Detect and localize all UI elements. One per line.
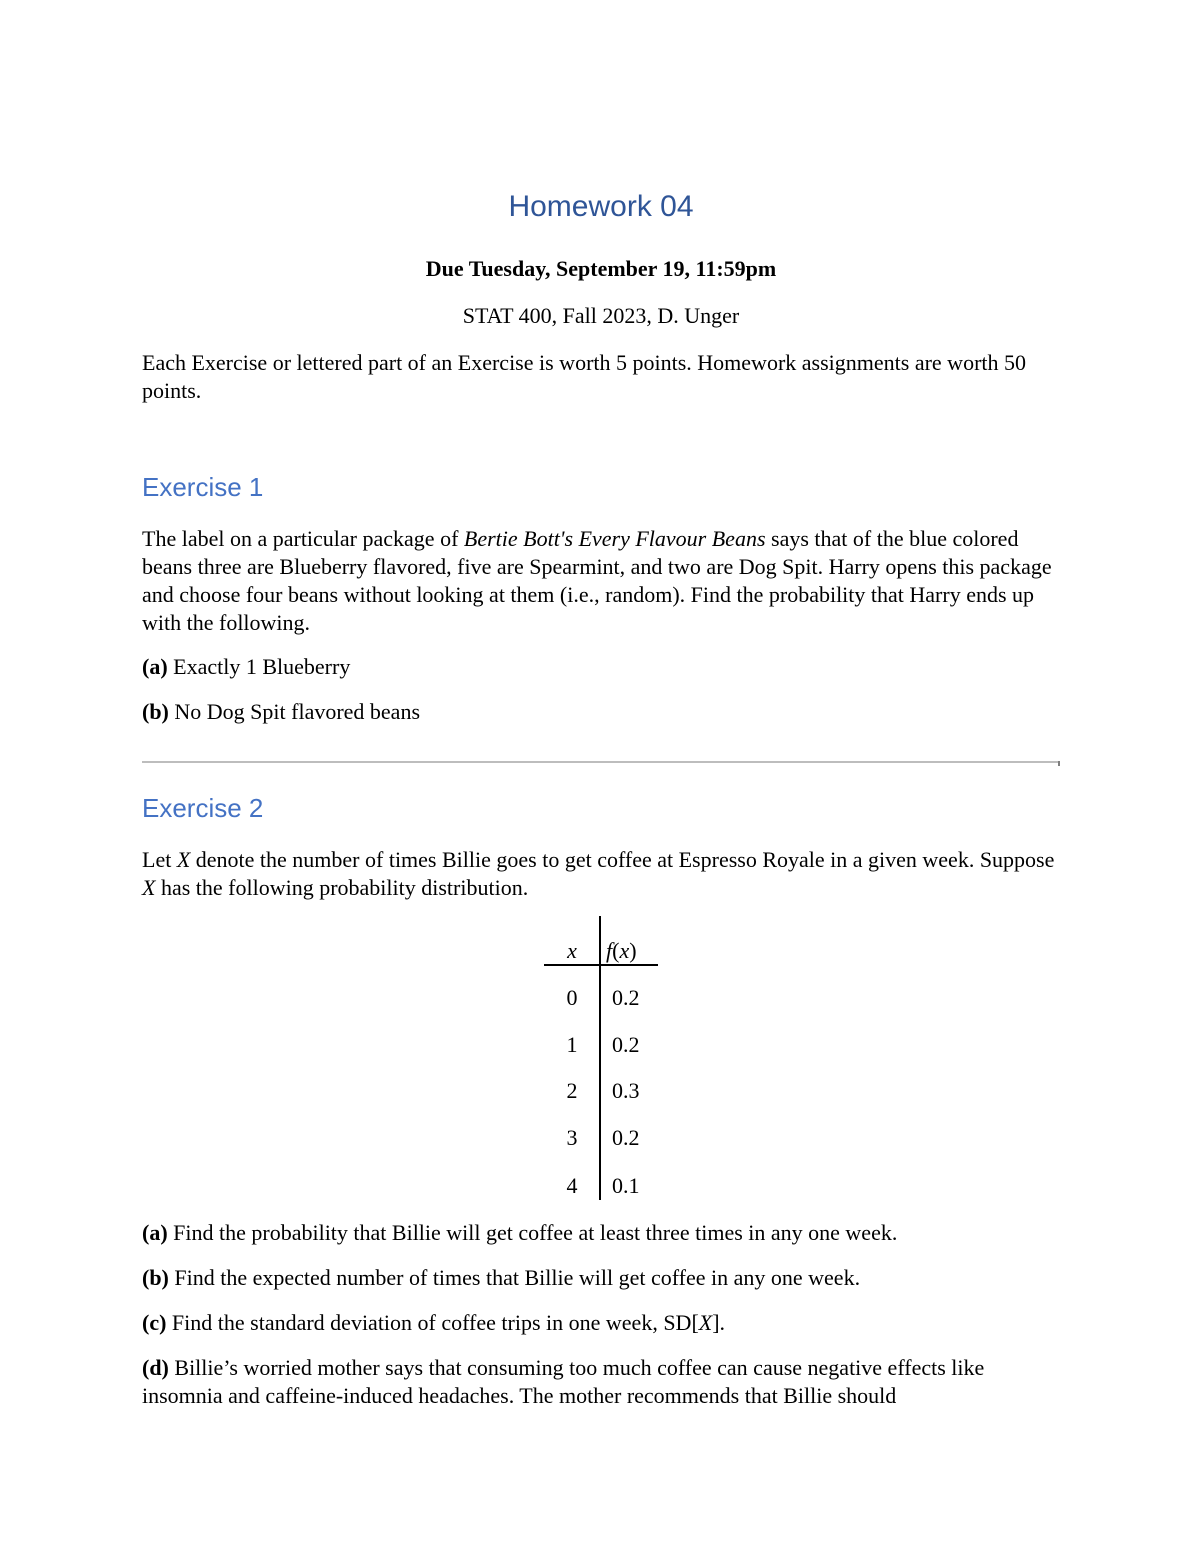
course-info: STAT 400, Fall 2023, D. Unger xyxy=(462,303,740,328)
exercise-1-part-a xyxy=(142,653,1060,681)
part-label: (b) xyxy=(142,1265,169,1290)
page-title: Homework 04 xyxy=(508,190,694,223)
table-header-x: x xyxy=(567,938,577,963)
fx-var: x xyxy=(619,938,630,963)
exercise-2-part-c xyxy=(142,1309,1060,1337)
table-fx-value: 0.3 xyxy=(612,1078,640,1103)
exercise-2-heading: Exercise 2 xyxy=(142,793,264,823)
table-fx-value: 0.2 xyxy=(612,985,640,1010)
part-text: ]. xyxy=(712,1310,726,1335)
fx-paren: ( xyxy=(612,938,620,963)
exercise-1-text-before: The label on a particular package of xyxy=(142,526,464,551)
part-label: (d) xyxy=(142,1355,169,1380)
variable-x: X xyxy=(142,875,156,900)
part-text: Exactly 1 Blueberry xyxy=(167,654,351,679)
part-text: Find the probability that Billie will get coffee at least three times in any one week. xyxy=(167,1220,898,1245)
fx-f: f xyxy=(606,938,613,963)
exercise-2-part-a xyxy=(142,1219,1060,1247)
table-x-value: 2 xyxy=(566,1078,578,1103)
exercise-1-text-after: says that of the blue colored beans three are Blueberry flavored, five are Spearmint, and two are Dog Spit. Harry opens this package and choose four beans without looking at them (i.e., random). Find the probability that Harry ends up with the following. xyxy=(142,526,1052,635)
intro-paragraph: Each Exercise or lettered part of an Exercise is worth 5 points. Homework assignments are worth 50 points. xyxy=(142,350,1027,403)
exercise-2-intro xyxy=(142,846,1060,902)
part-label: (a) xyxy=(142,654,168,679)
exercise-1-product-name: Bertie Bott's Every Flavour Beans xyxy=(463,526,766,551)
table-fx-value: 0.1 xyxy=(612,1173,640,1198)
table-fx-value: 0.2 xyxy=(612,1032,640,1057)
table-header-fx xyxy=(606,938,656,964)
variable-x: X xyxy=(176,847,191,872)
part-text: Find the expected number of times that Billie will get coffee in any one week. xyxy=(168,1265,861,1290)
part-text: Billie’s worried mother says that consuming too much coffee can cause negative effects like insomnia and caffeine-induced headaches. The mother recommends that Billie should xyxy=(142,1355,985,1408)
table-header-rule xyxy=(544,964,658,966)
table-x-value: 1 xyxy=(566,1032,578,1057)
section-divider xyxy=(142,761,1060,763)
variable-x: X xyxy=(698,1310,713,1335)
intro-text: has the following probability distribution. xyxy=(155,875,529,900)
table-x-value: 4 xyxy=(566,1173,578,1198)
part-label: (a) xyxy=(142,1220,168,1245)
exercise-1-part-b xyxy=(142,698,1060,726)
table-x-value: 0 xyxy=(566,985,578,1010)
probability-distribution-table xyxy=(544,916,658,1200)
part-text: No Dog Spit flavored beans xyxy=(168,699,421,724)
table-x-value: 3 xyxy=(566,1125,578,1150)
intro-text: denote the number of times Billie goes to get coffee at Espresso Royale in a given week. Suppose xyxy=(190,847,1055,872)
exercise-2-part-b xyxy=(142,1264,1060,1292)
due-date: Due Tuesday, September 19, 11:59pm xyxy=(425,256,777,281)
fx-paren: ) xyxy=(629,938,637,963)
table-fx-value: 0.2 xyxy=(612,1125,640,1150)
exercise-1-heading: Exercise 1 xyxy=(142,472,264,502)
part-label: (c) xyxy=(142,1310,167,1335)
intro-text: Let xyxy=(142,847,177,872)
part-text: Find the standard deviation of coffee trips in one week, SD[ xyxy=(166,1310,699,1335)
exercise-2-part-d xyxy=(142,1354,1060,1410)
part-label: (b) xyxy=(142,699,169,724)
exercise-1-text xyxy=(142,525,1060,637)
